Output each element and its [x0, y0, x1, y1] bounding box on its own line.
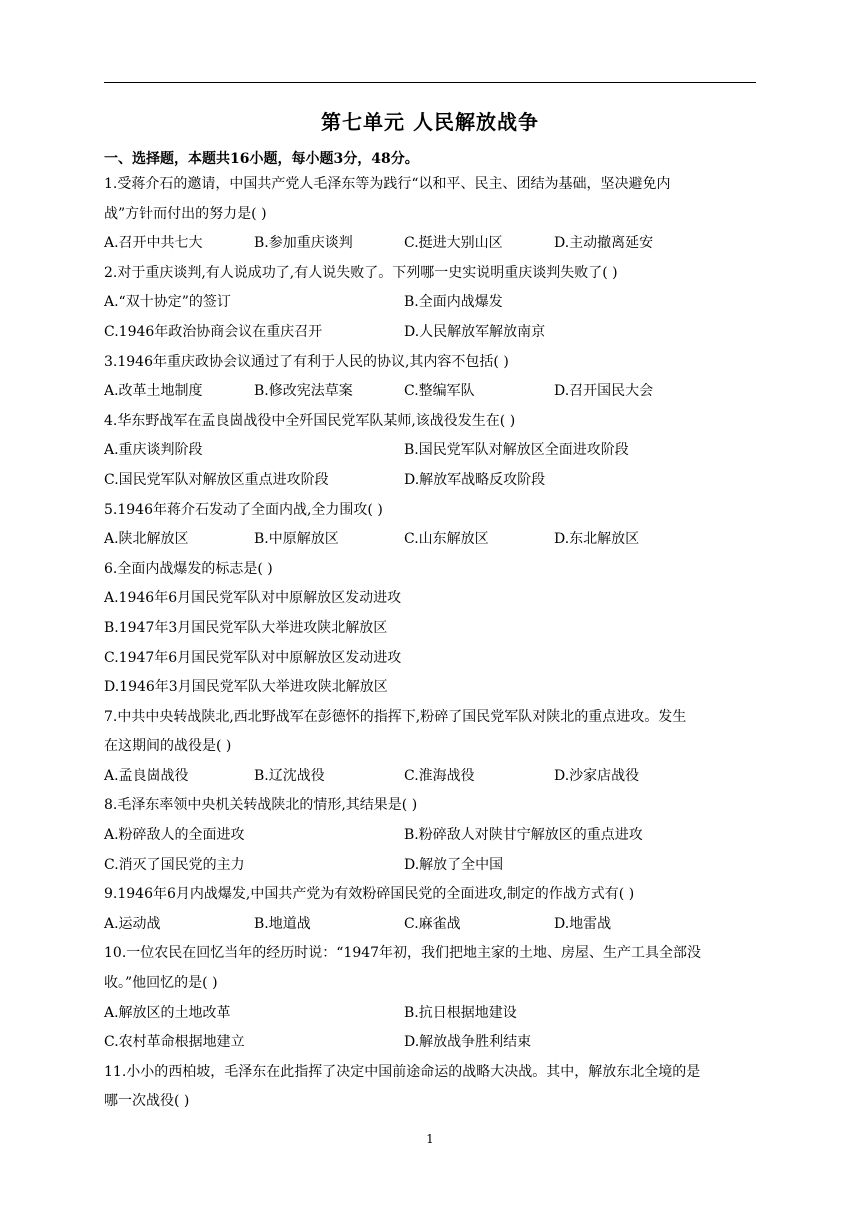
options-row: [104, 466, 756, 496]
option: A.1946年6月国民党军队对中原解放区发动进攻: [104, 590, 402, 607]
options-row: [104, 762, 756, 792]
option: C.消灭了国民党的主力: [104, 856, 245, 873]
option: C.1947年6月国民党军队对中原解放区发动进攻: [104, 649, 402, 666]
option: C.1946年政治协商会议在重庆召开: [104, 323, 323, 340]
question-stem: 10.一位农民在回忆当年的经历时说：“1947年初，我们把地主家的土地、房屋、生产工具全部没: [104, 945, 702, 962]
option: D.主动撤离延安: [554, 235, 654, 252]
page-title: 第七单元 人民解放战争: [321, 110, 539, 134]
option: A.陕北解放区: [104, 531, 189, 548]
question-stem: 战”方针而付出的努力是( ): [104, 205, 267, 222]
option: B.辽沈战役: [254, 767, 325, 784]
options-row: [104, 999, 756, 1029]
options-row: [104, 1028, 756, 1058]
option: A.召开中共七大: [104, 235, 203, 252]
option: B.抗日根据地建设: [404, 1004, 517, 1021]
option: D.人民解放军解放南京: [404, 323, 546, 340]
section-heading: 一、选择题，本题共16小题，每小题3分，48分。: [104, 151, 419, 167]
option: B.参加重庆谈判: [254, 235, 353, 252]
option: C.麻雀战: [404, 915, 461, 932]
options-row: [104, 318, 756, 348]
question-stem: 11.小小的西柏坡，毛泽东在此指挥了决定中国前途命运的战略大决战。其中，解放东北全境的是: [104, 1063, 701, 1080]
option: D.召开国民大会: [554, 383, 654, 400]
question-stem: 哪一次战役( ): [104, 1093, 190, 1110]
option: A.粉碎敌人的全面进攻: [104, 827, 245, 844]
option: C.山东解放区: [404, 531, 489, 548]
question-stem: 收。”他回忆的是( ): [104, 975, 218, 992]
options-row: [104, 525, 756, 555]
option: C.国民党军队对解放区重点进攻阶段: [104, 471, 329, 488]
option: B.全面内战爆发: [404, 294, 503, 311]
option: B.1947年3月国民党军队大举进攻陕北解放区: [104, 619, 388, 636]
option: D.1946年3月国民党军队大举进攻陕北解放区: [104, 679, 388, 696]
options-row: [104, 436, 756, 466]
option: A.运动战: [104, 915, 161, 932]
option: A.改革土地制度: [104, 383, 203, 400]
option: B.粉碎敌人对陕甘宁解放区的重点进攻: [404, 827, 643, 844]
option: D.地雷战: [554, 915, 612, 932]
options-row: [104, 821, 756, 851]
question-stem: 9.1946年6月内战爆发,中国共产党为有效粉碎国民党的全面进攻,制定的作战方式有( ): [104, 886, 635, 903]
option: A.“双十协定”的签订: [104, 294, 231, 311]
options-row: [104, 851, 756, 881]
options-row: [104, 288, 756, 318]
option: B.中原解放区: [254, 531, 339, 548]
option: D.东北解放区: [554, 531, 640, 548]
question-stem: 7.中共中央转战陕北,西北野战军在彭德怀的指挥下,粉碎了国民党军队对陕北的重点进攻。发生: [104, 708, 687, 725]
option: A.解放区的土地改革: [104, 1004, 231, 1021]
options-row: [104, 910, 756, 940]
question-stem: 5.1946年蒋介石发动了全面内战,全力围攻( ): [104, 501, 383, 518]
question-stem: 1.受蒋介石的邀请，中国共产党人毛泽东等为践行“以和平、民主、团结为基础，坚决避免内: [104, 176, 671, 192]
question-list: [104, 170, 756, 1117]
question-stem: 3.1946年重庆政协会议通过了有利于人民的协议,其内容不包括( ): [104, 353, 509, 370]
header-rule: [104, 82, 756, 83]
question-stem: 6.全面内战爆发的标志是( ): [104, 560, 273, 577]
option: D.解放了全中国: [404, 856, 504, 873]
option: B.国民党军队对解放区全面进攻阶段: [404, 442, 629, 459]
option: C.挺进大别山区: [404, 235, 503, 252]
options-row: [104, 229, 756, 259]
option: C.整编军队: [404, 383, 475, 400]
question-stem: 4.华东野战军在孟良崮战役中全歼国民党军队某师,该战役发生在( ): [104, 412, 516, 429]
option: B.修改宪法草案: [254, 383, 353, 400]
option: A.重庆谈判阶段: [104, 442, 203, 459]
options-row: [104, 377, 756, 407]
question-stem: 2.对于重庆谈判,有人说成功了,有人说失败了。下列哪一史实说明重庆谈判失败了( ): [104, 264, 618, 281]
option: D.解放军战略反攻阶段: [404, 471, 546, 488]
option: D.解放战争胜利结束: [404, 1034, 532, 1051]
option: D.沙家店战役: [554, 767, 640, 784]
option: B.地道战: [254, 915, 311, 932]
option: A.孟良崮战役: [104, 767, 189, 784]
question-stem: 8.毛泽东率领中央机关转战陕北的情形,其结果是( ): [104, 797, 418, 814]
option: C.农村革命根据地建立: [104, 1034, 245, 1051]
question-stem: 在这期间的战役是( ): [104, 738, 232, 755]
page-number: 1: [426, 1132, 434, 1146]
option: C.淮海战役: [404, 767, 475, 784]
